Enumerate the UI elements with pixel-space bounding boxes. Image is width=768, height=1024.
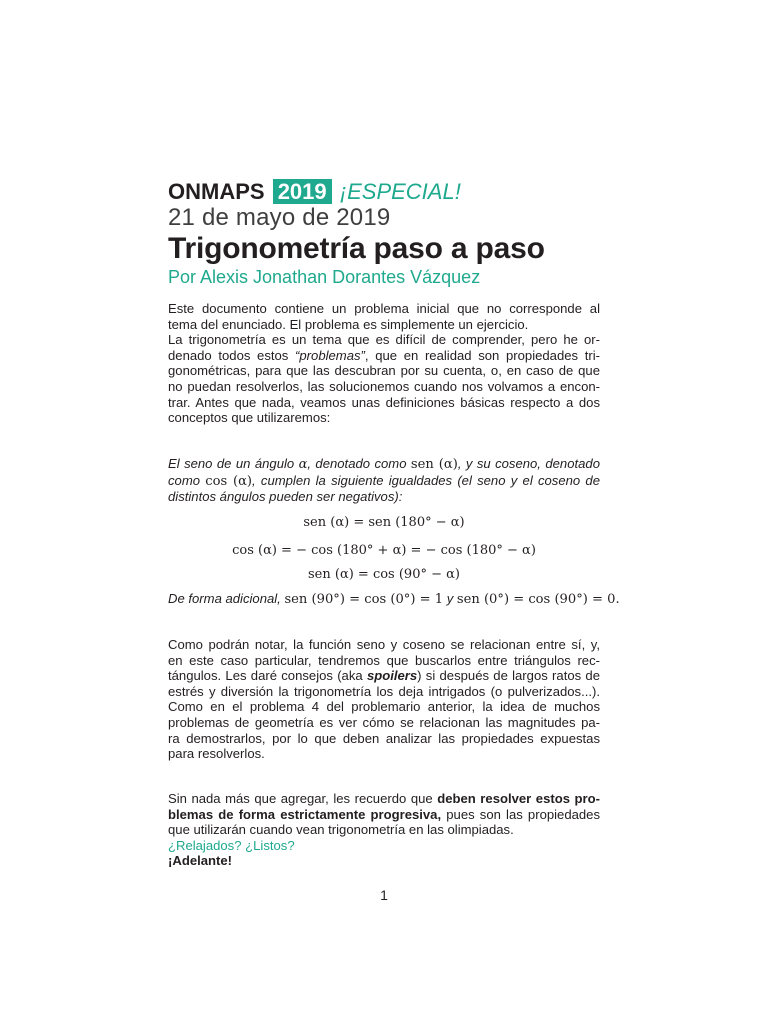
alpha-symbol: α	[298, 457, 308, 472]
paragraph-line: Como podrán notar, la función seno y coseno se relacionan entre sí, y,	[168, 637, 600, 652]
explanation-paragraph	[168, 637, 600, 762]
additional-line	[168, 591, 620, 608]
definition-line	[168, 473, 600, 490]
intro-text: , que en realidad son propiedades tri-	[364, 347, 600, 363]
paragraph-line: problemas de geometría es ver cómo se relacionan las magnitudes pa-	[168, 714, 600, 730]
emphasis-problemas: “problemas”	[295, 347, 365, 363]
equation-2: cos (α) = − cos (180° + α) = − cos (180° − α)	[232, 543, 536, 558]
page-title: Trigonometría paso a paso	[168, 232, 545, 265]
closing-line	[168, 807, 600, 823]
additional-lead: De forma adicional,	[168, 591, 285, 606]
closing-text: pues son las propiedades	[441, 806, 600, 822]
intro-text: denado todos estos	[168, 347, 296, 363]
paragraph-line	[168, 668, 600, 684]
definition-line	[168, 456, 600, 473]
additional-equation-1: sen (90°) = cos (0°) = 1	[284, 592, 444, 607]
closing-line	[168, 791, 600, 807]
intro-line	[168, 348, 600, 364]
definition-line: distintos ángulos pueden ser negativos):	[168, 489, 403, 505]
paragraph-line: estrés y diversión la trigonometría los deja intrigados (o pulverizados...).	[168, 683, 600, 699]
closing-paragraph	[168, 791, 600, 869]
intro-line: trar. Antes que nada, veamos unas definiciones básicas respecto a dos	[168, 394, 600, 410]
equation-3: sen (α) = cos (90° − α)	[308, 567, 460, 582]
additional-text	[168, 591, 620, 608]
intro-paragraph	[168, 301, 600, 426]
paragraph-line: Como en el problema 4 del problemario anterior, la idea de muchos	[168, 699, 600, 715]
emphasis-progressive: blemas de forma estrictamente progresiva,	[168, 806, 442, 822]
paragraph-text: ) si después de largos ratos de	[417, 668, 600, 684]
paragraph-text: tángulos. Les daré consejos (aka	[168, 668, 367, 684]
emphasis-spoilers: spoilers	[366, 668, 418, 684]
adelante-line: ¡Adelante!	[168, 853, 233, 869]
closing-text: Sin nada más que agregar, les recuerdo que	[168, 791, 438, 806]
closing-line: que utilizarán cuando vean trigonometría en las olimpiadas.	[168, 822, 514, 838]
document-date: 21 de mayo de 2019	[168, 204, 391, 231]
intro-line: La trigonometría es un tema que es difícil de comprender, pero he or-	[168, 332, 600, 348]
definition-text: , y su coseno, denotado	[457, 456, 600, 471]
intro-line: conceptos que utilizaremos:	[168, 410, 331, 426]
ready-question: ¿Relajados? ¿Listos?	[168, 837, 295, 853]
emphasis-progressive: deben resolver estos pro-	[437, 791, 600, 806]
definition-text: El seno de un ángulo	[168, 456, 299, 471]
paragraph-line: para resolverlos.	[168, 746, 265, 762]
intro-line: Este documento contiene un problema inicial que no corresponde al	[168, 301, 600, 316]
additional-equation-2: sen (0°) = cos (90°) = 0.	[456, 592, 620, 607]
paragraph-line: en este caso particular, tendremos que buscarlos entre triángulos rec-	[168, 652, 600, 668]
definition-text: como	[168, 472, 206, 488]
intro-line: no puedan resolverlos, las solucionemos cuando nos volvamos a encon-	[168, 378, 600, 394]
year-badge: 2019	[273, 179, 332, 204]
definition-text: , cumplen la siguiente igualdades (el seno y el coseno de	[252, 472, 600, 488]
definition-paragraph	[168, 456, 600, 505]
equation-1: sen (α) = sen (180° − α)	[303, 515, 465, 530]
header-brand-line	[168, 179, 461, 205]
author-byline: Por Alexis Jonathan Dorantes Vázquez	[168, 267, 481, 287]
sen-alpha: sen (α)	[410, 457, 458, 472]
paragraph-line: ra demostrarlos, por lo que deben analizar las propiedades expuestas	[168, 730, 600, 746]
intro-line: tema del enunciado. El problema es simplemente un ejercicio.	[168, 316, 529, 332]
special-label: ¡ESPECIAL!	[339, 179, 461, 204]
page-number: 1	[380, 887, 388, 903]
brand: ONMAPS	[168, 179, 265, 204]
definition-text: , denotado como	[307, 456, 411, 471]
additional-conjunction: y	[443, 591, 457, 606]
intro-line: gonométricas, para que las descubran por su cuenta, o, en caso de que	[168, 363, 600, 379]
cos-alpha: cos (α)	[205, 473, 253, 489]
